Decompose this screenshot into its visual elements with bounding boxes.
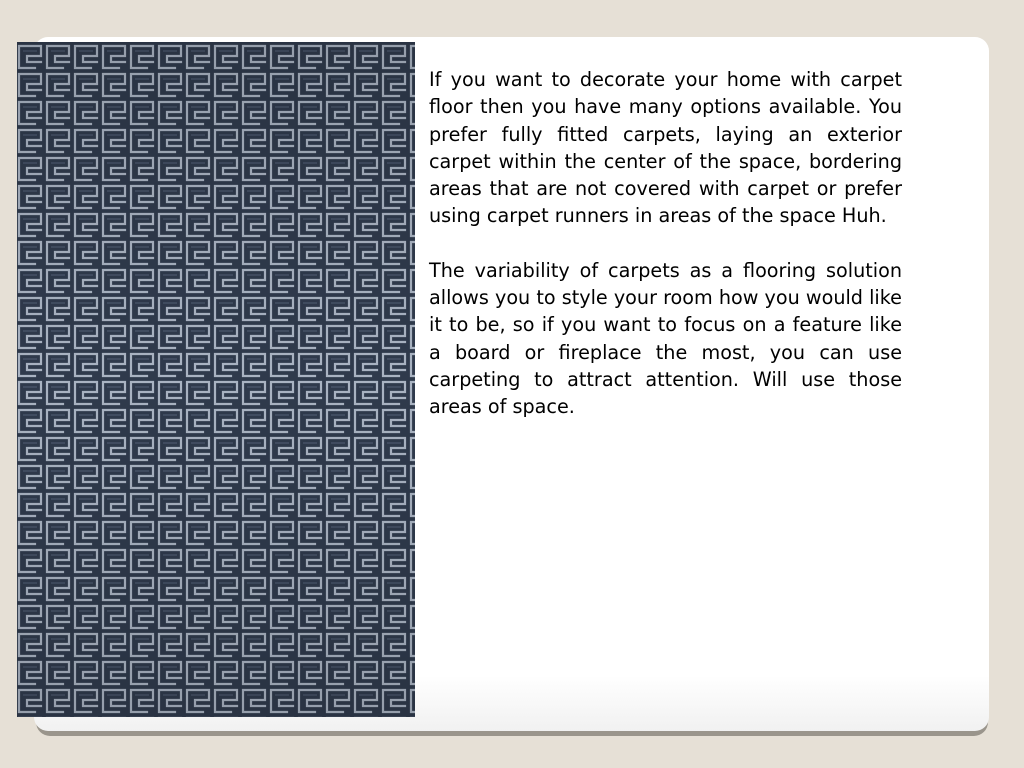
- paragraph-1: If you want to decorate your home with carpet floor then you have many options available. You prefer fully fitted carpets, laying an exterior carpet within the center of the space, bordering areas that are not covered with carpet or prefer using carpet runners in areas of the space Huh.: [429, 68, 902, 228]
- carpet-pattern-graphic: [17, 42, 415, 717]
- body-text: [429, 66, 902, 421]
- paragraph-2: The variability of carpets as a flooring solution allows you to style your room how you would like it to be, so if you want to focus on a feature like a board or fireplace the most, you can use carpeting to attract attention. Will use those areas of space.: [429, 258, 902, 419]
- carpet-pattern-image: [17, 42, 415, 717]
